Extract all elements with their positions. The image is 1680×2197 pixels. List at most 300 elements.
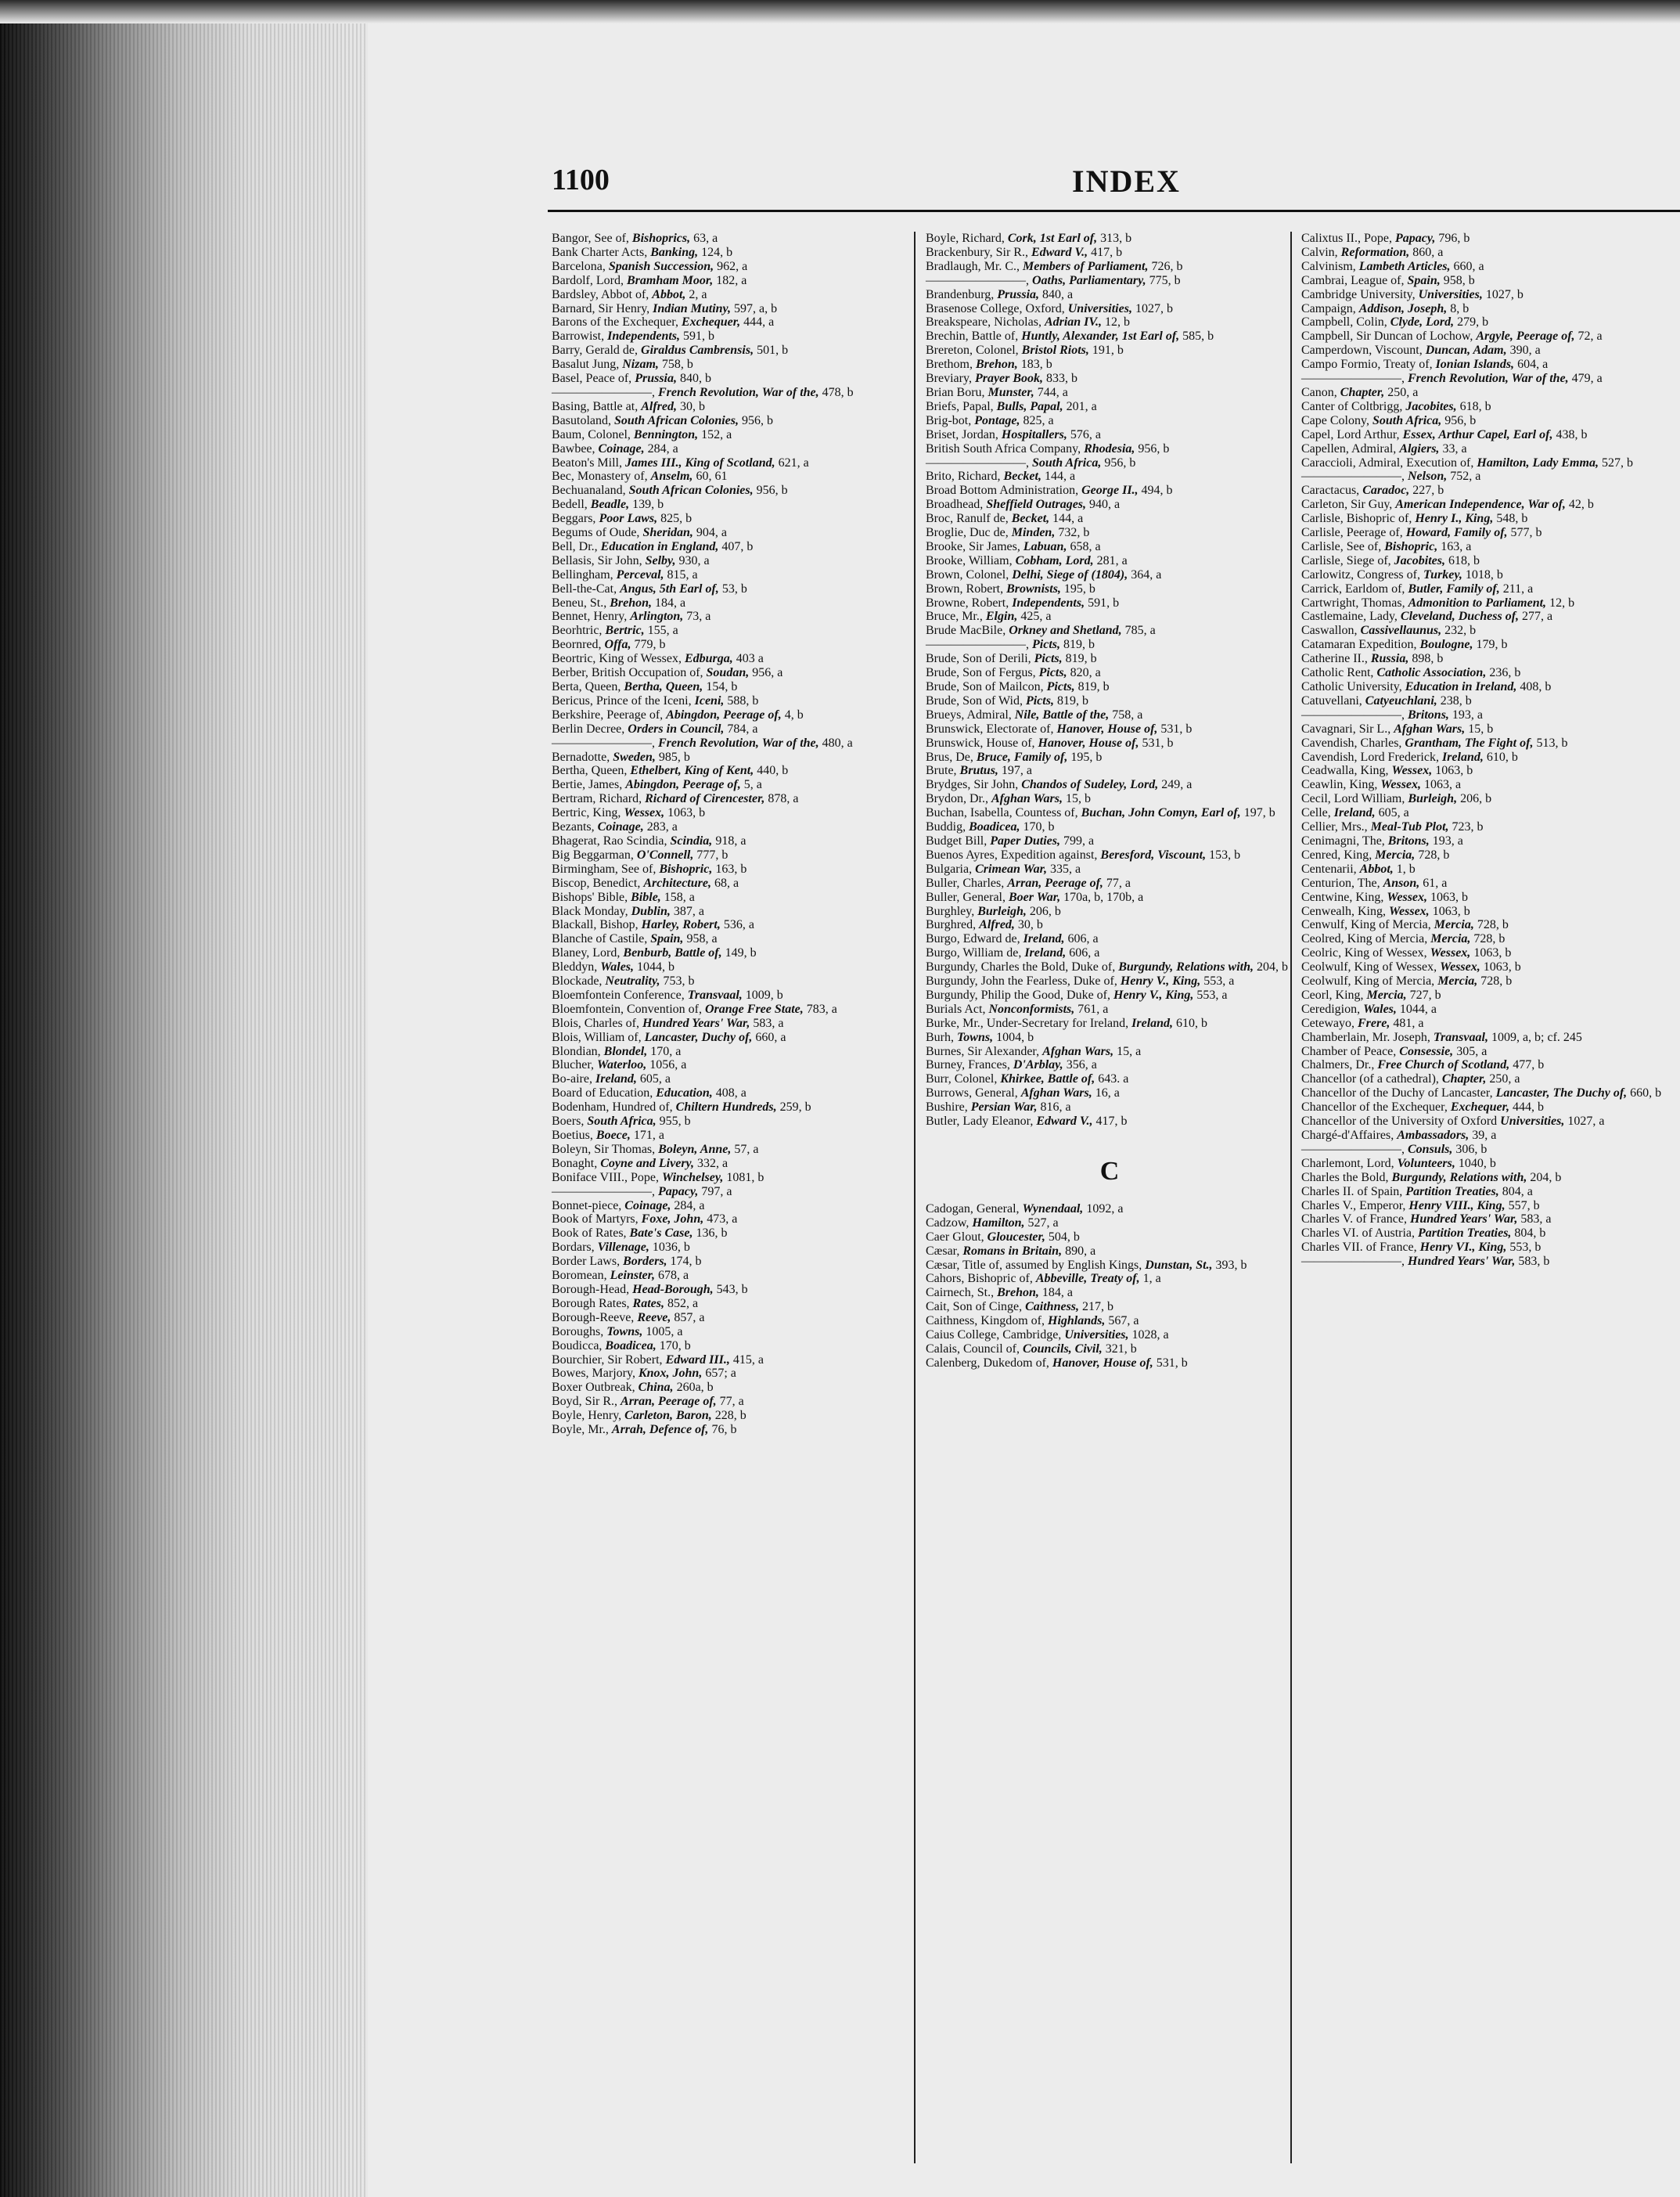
entry-page-ref: 804, a xyxy=(1502,1184,1533,1198)
entry-cross-reference: Ireland, xyxy=(1441,750,1487,764)
index-entry xyxy=(1301,1212,1677,1226)
entry-page-ref: 878, a xyxy=(768,792,799,806)
index-entry xyxy=(552,1157,919,1171)
entry-heading: Brunswick, House of, xyxy=(926,736,1038,750)
entry-page-ref: 777, b xyxy=(696,848,728,862)
entry-heading: Campbell, Colin, xyxy=(1301,315,1390,330)
index-entry xyxy=(926,1259,1293,1273)
index-entry xyxy=(926,1230,1293,1244)
entry-page-ref: 501, b xyxy=(757,344,789,358)
entry-page-ref: 136, b xyxy=(696,1226,728,1241)
entry-heading: ————————, xyxy=(1301,470,1408,484)
index-entry xyxy=(926,834,1293,848)
entry-page-ref: 553, a xyxy=(1203,974,1235,989)
entry-page-ref: 63, a xyxy=(693,232,718,245)
entry-heading: Boudicca, xyxy=(552,1338,606,1352)
entry-cross-reference: Arran, Peerage of, xyxy=(621,1395,720,1409)
entry-heading: Ceadwalla, King, xyxy=(1301,764,1392,778)
entry-cross-reference: Nile, Battle of the, xyxy=(1014,708,1113,722)
entry-cross-reference: Bishopric, xyxy=(659,862,716,876)
index-entry xyxy=(926,470,1293,484)
index-entry xyxy=(552,708,919,722)
entry-cross-reference: Afghan Wars, xyxy=(991,792,1066,806)
entry-cross-reference: Foxe, John, xyxy=(641,1212,707,1226)
entry-page-ref: 211, a xyxy=(1502,582,1534,596)
entry-heading: Boromean, xyxy=(552,1269,610,1283)
entry-page-ref: 1, b xyxy=(1396,862,1416,876)
entry-cross-reference: Gloucester, xyxy=(987,1230,1049,1244)
index-entry xyxy=(552,1031,919,1045)
index-entry xyxy=(1301,512,1677,526)
entry-cross-reference: Khirkee, Battle of, xyxy=(1000,1072,1099,1086)
entry-cross-reference: Partition Treaties, xyxy=(1405,1184,1502,1198)
index-entry xyxy=(1301,1072,1677,1086)
entry-heading: Barrowist, xyxy=(552,330,608,344)
entry-page-ref: 332, a xyxy=(697,1156,728,1170)
entry-heading: Ceolwulf, King of Wessex, xyxy=(1301,960,1441,974)
entry-cross-reference: Universities, xyxy=(1064,1328,1132,1342)
entry-heading: Cambrai, League of, xyxy=(1301,273,1408,287)
entry-page-ref: 163, a xyxy=(1441,539,1472,553)
entry-heading: Bradlaugh, Mr. C., xyxy=(926,259,1023,273)
entry-heading: Bec, Monastery of, xyxy=(552,470,651,484)
entry-cross-reference: South Africa, xyxy=(587,1115,660,1129)
entry-heading: Bedell, xyxy=(552,498,591,512)
entry-page-ref: 657; a xyxy=(705,1367,736,1381)
entry-page-ref: 158, a xyxy=(664,890,695,904)
entry-page-ref: 204, b xyxy=(1530,1170,1562,1184)
entry-cross-reference: Towns, xyxy=(606,1324,646,1338)
entry-cross-reference: Burgundy, Relations with, xyxy=(1118,960,1257,974)
entry-heading: Chamber of Peace, xyxy=(1301,1044,1400,1058)
column-divider xyxy=(914,232,916,2163)
index-entry xyxy=(926,1342,1293,1356)
entry-page-ref: 206, b xyxy=(1460,792,1492,806)
index-entry xyxy=(1301,414,1677,428)
index-entry xyxy=(552,905,919,919)
index-entry xyxy=(552,624,919,638)
entry-page-ref: 1063, b xyxy=(1430,890,1469,904)
entry-page-ref: 5, a xyxy=(743,778,762,792)
entry-heading: Carlowitz, Congress of, xyxy=(1301,567,1423,582)
entry-page-ref: 815, a xyxy=(667,567,698,582)
entry-heading: Bechuanaland, xyxy=(552,484,629,498)
entry-heading: Charles VII. of France, xyxy=(1301,1241,1420,1255)
entry-heading: Cadogan, General, xyxy=(926,1201,1023,1216)
entry-heading: Buddig, xyxy=(926,820,970,834)
entry-cross-reference: Selby, xyxy=(645,553,679,567)
entry-cross-reference: Edward V., xyxy=(1031,245,1092,259)
entry-heading: Centwine, King, xyxy=(1301,890,1387,904)
entry-page-ref: 250, a xyxy=(1489,1072,1520,1086)
entry-page-ref: 1, a xyxy=(1142,1272,1161,1286)
entry-heading: Carlisle, Bishopric of, xyxy=(1301,512,1416,526)
entry-heading: Ceolric, King of Wessex, xyxy=(1301,946,1430,960)
entry-cross-reference: Mercia, xyxy=(1437,974,1481,989)
entry-page-ref: 39, a xyxy=(1472,1129,1497,1142)
entry-heading: Borough-Head, xyxy=(552,1282,633,1296)
entry-page-ref: 249, a xyxy=(1161,778,1193,792)
entry-page-ref: 1056, a xyxy=(649,1058,687,1072)
entry-page-ref: 417, b xyxy=(1091,245,1123,259)
entry-page-ref: 390, a xyxy=(1509,344,1541,358)
index-entry xyxy=(926,274,1293,288)
entry-page-ref: 387, a xyxy=(673,904,704,918)
entry-heading: Caractacus, xyxy=(1301,484,1363,498)
index-entry xyxy=(926,1244,1293,1259)
entry-page-ref: 1040, b xyxy=(1458,1156,1496,1170)
index-entry xyxy=(552,274,919,288)
entry-page-ref: 606, a xyxy=(1069,946,1100,960)
entry-page-ref: 819, b xyxy=(1063,638,1095,652)
index-entry xyxy=(552,1297,919,1311)
entry-heading: Blaney, Lord, xyxy=(552,946,624,960)
entry-page-ref: 956, b xyxy=(742,413,774,427)
entry-page-ref: 174, b xyxy=(670,1255,702,1269)
entry-cross-reference: Prussia, xyxy=(635,372,680,386)
entry-heading: Bernadotte, xyxy=(552,750,613,764)
index-entry xyxy=(552,302,919,316)
entry-heading: Bertha, Queen, xyxy=(552,764,631,778)
entry-page-ref: 553, a xyxy=(1196,988,1228,1002)
entry-page-ref: 306, b xyxy=(1455,1142,1488,1156)
index-entry xyxy=(552,834,919,848)
entry-heading: Bertie, James, xyxy=(552,778,626,792)
entry-heading: Ceolred, King of Mercia, xyxy=(1301,932,1431,946)
entry-heading: Borough Rates, xyxy=(552,1296,633,1310)
index-entry xyxy=(1301,344,1677,358)
index-entry xyxy=(552,989,919,1003)
entry-heading: Burgo, Edward de, xyxy=(926,932,1023,946)
index-entry xyxy=(552,582,919,596)
entry-cross-reference: Nizam, xyxy=(622,358,662,372)
index-entry xyxy=(926,428,1293,442)
entry-cross-reference: Ireland, xyxy=(1131,1016,1177,1030)
entry-page-ref: 73, a xyxy=(686,610,711,624)
entry-page-ref: 1092, a xyxy=(1086,1201,1124,1216)
entry-heading: Cairnech, St., xyxy=(926,1286,998,1300)
entry-heading: Baum, Colonel, xyxy=(552,427,634,441)
entry-heading: Bellasis, Sir John, xyxy=(552,553,646,567)
entry-cross-reference: Persian War, xyxy=(970,1100,1041,1115)
entry-page-ref: 956, b xyxy=(1104,456,1136,470)
entry-heading: Beneu, St., xyxy=(552,596,610,610)
entry-cross-reference: Hundred Years' War, xyxy=(1408,1255,1519,1269)
index-entry xyxy=(1301,330,1677,344)
index-entry xyxy=(552,918,919,932)
entry-heading: Boyle, Richard, xyxy=(926,232,1008,245)
index-entry xyxy=(1301,737,1677,751)
entry-heading: Beornred, xyxy=(552,638,605,652)
entry-cross-reference: Angus, 5th Earl of, xyxy=(620,582,722,596)
entry-page-ref: 171, a xyxy=(633,1129,664,1142)
index-entry xyxy=(926,905,1293,919)
entry-page-ref: 726, b xyxy=(1151,259,1183,273)
entry-page-ref: 797, a xyxy=(701,1184,732,1198)
index-entry xyxy=(926,918,1293,932)
index-entry xyxy=(552,652,919,666)
index-entry xyxy=(552,1395,919,1409)
entry-page-ref: 197, a xyxy=(1001,764,1033,778)
entry-page-ref: 364, a xyxy=(1131,567,1162,582)
entry-page-ref: 956, a xyxy=(752,666,783,680)
entry-cross-reference: Picts, xyxy=(1046,680,1078,693)
entry-heading: Bardolf, Lord, xyxy=(552,273,627,287)
index-entry xyxy=(926,568,1293,582)
entry-cross-reference: Cleveland, Duchess of, xyxy=(1400,610,1523,624)
entry-cross-reference: Spanish Succession, xyxy=(608,259,718,273)
entry-page-ref: 227, b xyxy=(1412,484,1444,498)
entry-page-ref: 61, a xyxy=(1423,876,1448,890)
entry-page-ref: 1063, b xyxy=(1473,946,1512,960)
entry-page-ref: 415, a xyxy=(732,1352,764,1367)
entry-page-ref: 356, a xyxy=(1066,1058,1097,1072)
index-entry xyxy=(1301,1143,1677,1157)
entry-page-ref: 8, b xyxy=(1450,301,1470,315)
entry-page-ref: 217, b xyxy=(1082,1300,1114,1314)
entry-heading: Cellier, Mrs., xyxy=(1301,820,1371,834)
entry-heading: ————————, xyxy=(552,1184,658,1198)
entry-cross-reference: Boleyn, Anne, xyxy=(658,1142,735,1156)
index-entry xyxy=(552,1269,919,1283)
entry-cross-reference: Prayer Book, xyxy=(974,372,1047,386)
entry-cross-reference: Ireland, xyxy=(1333,806,1379,820)
entry-page-ref: 479, a xyxy=(1571,372,1603,386)
entry-cross-reference: Education in England, xyxy=(600,539,722,553)
index-entry xyxy=(552,932,919,946)
entry-heading: Chancellor of the University of Oxford xyxy=(1301,1115,1501,1129)
entry-page-ref: 15, b xyxy=(1468,722,1494,736)
index-entry xyxy=(1301,428,1677,442)
index-entry xyxy=(552,554,919,568)
entry-page-ref: 440, b xyxy=(757,764,789,778)
index-entry xyxy=(926,1286,1293,1300)
entry-page-ref: 930, a xyxy=(678,553,710,567)
entry-cross-reference: Afghan Wars, xyxy=(1042,1044,1117,1058)
entry-cross-reference: Nonconformists, xyxy=(988,1002,1078,1016)
entry-cross-reference: Lancaster, The Duchy of, xyxy=(1495,1086,1631,1100)
entry-cross-reference: Free Church of Scotland, xyxy=(1377,1058,1513,1072)
entry-cross-reference: Exchequer, xyxy=(681,315,744,330)
entry-cross-reference: Bruce, Family of, xyxy=(976,750,1071,764)
entry-cross-reference: Chandos of Sudeley, Lord, xyxy=(1021,778,1162,792)
entry-heading: Cenwulf, King of Mercia, xyxy=(1301,918,1434,932)
entry-heading: Caius College, Cambridge, xyxy=(926,1328,1065,1342)
index-entry xyxy=(926,330,1293,344)
entry-cross-reference: Winchelsey, xyxy=(662,1170,727,1184)
entry-cross-reference: Transvaal, xyxy=(1433,1030,1491,1044)
index-entry xyxy=(926,400,1293,414)
entry-heading: Bellingham, xyxy=(552,567,617,582)
index-entry xyxy=(1301,315,1677,330)
entry-page-ref: 1028, a xyxy=(1131,1328,1169,1342)
index-entry xyxy=(552,1241,919,1255)
entry-page-ref: 1081, b xyxy=(726,1170,764,1184)
entry-page-ref: 799, a xyxy=(1063,834,1095,848)
index-entry xyxy=(926,792,1293,806)
entry-cross-reference: Universities, xyxy=(1500,1115,1568,1129)
index-entry xyxy=(552,456,919,470)
entry-cross-reference: Lambeth Articles, xyxy=(1358,259,1454,273)
entry-cross-reference: Education in Ireland, xyxy=(1405,680,1520,693)
index-entry xyxy=(1301,1199,1677,1213)
entry-heading: Carlisle, Siege of, xyxy=(1301,553,1394,567)
index-entry xyxy=(926,512,1293,526)
entry-page-ref: 72, a xyxy=(1577,330,1603,344)
index-entry xyxy=(1301,624,1677,638)
entry-heading: Boxer Outbreak, xyxy=(552,1381,639,1395)
entry-page-ref: 42, b xyxy=(1568,498,1594,512)
entry-heading: Broad Bottom Administration, xyxy=(926,484,1082,498)
index-entry xyxy=(552,1423,919,1437)
entry-heading: Chancellor of the Duchy of Lancaster, xyxy=(1301,1086,1496,1100)
index-entry xyxy=(1301,442,1677,456)
index-entry xyxy=(552,1367,919,1381)
index-entry xyxy=(1301,989,1677,1003)
entry-cross-reference: Britons, xyxy=(1387,834,1433,848)
index-entry xyxy=(926,386,1293,400)
index-entry xyxy=(926,1328,1293,1342)
entry-cross-reference: Becket, xyxy=(1011,512,1053,526)
index-entry xyxy=(1301,680,1677,694)
index-entry xyxy=(926,1058,1293,1072)
entry-page-ref: 238, b xyxy=(1440,693,1472,708)
index-entry xyxy=(552,737,919,751)
index-entry xyxy=(926,498,1293,512)
index-entry xyxy=(552,1045,919,1059)
entry-page-ref: 163, b xyxy=(715,862,747,876)
entry-page-ref: 1005, a xyxy=(646,1324,683,1338)
entry-heading: ————————, xyxy=(1301,708,1408,722)
entry-heading: Centenarii, xyxy=(1301,862,1360,876)
entry-cross-reference: Richard of Cirencester, xyxy=(645,792,768,806)
entry-heading: Brown, Robert, xyxy=(926,582,1007,596)
entry-cross-reference: Burleigh, xyxy=(1408,792,1461,806)
entry-heading: Bishops' Bible, xyxy=(552,890,631,904)
entry-cross-reference: Delhi, Siege of (1804), xyxy=(1012,567,1131,582)
entry-page-ref: 753, b xyxy=(663,974,695,989)
entry-page-ref: 955, b xyxy=(659,1115,691,1129)
entry-heading: Cæsar, xyxy=(926,1244,963,1258)
entry-page-ref: 206, b xyxy=(1029,904,1061,918)
entry-cross-reference: Orders in Council, xyxy=(628,722,728,736)
entry-heading: Barnard, Sir Henry, xyxy=(552,301,653,315)
entry-heading: Broglie, Duc de, xyxy=(926,526,1012,540)
entry-page-ref: 170a, b, 170b, a xyxy=(1063,890,1144,904)
entry-page-ref: 1009, a, b; cf. 245 xyxy=(1491,1030,1582,1044)
entry-page-ref: 531, b xyxy=(1160,722,1193,736)
entry-cross-reference: Hamilton, Lady Emma, xyxy=(1477,456,1602,470)
entry-page-ref: 819, b xyxy=(1065,652,1097,666)
entry-cross-reference: Orange Free State, xyxy=(704,1002,807,1016)
index-entry xyxy=(1301,820,1677,834)
entry-cross-reference: Orkney and Shetland, xyxy=(1009,624,1125,638)
entry-cross-reference: Boulogne, xyxy=(1419,638,1477,652)
entry-cross-reference: D'Arblay, xyxy=(1013,1058,1067,1072)
entry-cross-reference: Henry I., King, xyxy=(1415,512,1497,526)
entry-page-ref: 956, b xyxy=(1444,413,1477,427)
entry-cross-reference: Picts, xyxy=(1032,638,1063,652)
entry-heading: Blanche of Castile, xyxy=(552,932,651,946)
index-entry xyxy=(926,456,1293,470)
entry-cross-reference: Turkey, xyxy=(1423,567,1466,582)
entry-heading: Budget Bill, xyxy=(926,834,991,848)
entry-cross-reference: Burgundy, Relations with, xyxy=(1391,1170,1531,1184)
entry-page-ref: 473, a xyxy=(707,1212,738,1226)
index-entry xyxy=(552,722,919,737)
entry-page-ref: 1063, a xyxy=(1424,778,1462,792)
entry-cross-reference: Ethelbert, King of Kent, xyxy=(630,764,757,778)
entry-cross-reference: Bulls, Papal, xyxy=(996,399,1067,413)
entry-heading: Bell-the-Cat, xyxy=(552,582,621,596)
index-entry xyxy=(1301,610,1677,624)
entry-cross-reference: Perceval, xyxy=(616,567,667,582)
index-entry xyxy=(1301,246,1677,260)
entry-page-ref: 444, a xyxy=(743,315,775,330)
index-entry xyxy=(552,877,919,891)
entry-heading: Boetius, xyxy=(552,1129,596,1142)
entry-cross-reference: Elgin, xyxy=(985,610,1021,624)
index-entry xyxy=(926,358,1293,372)
index-entry xyxy=(1301,456,1677,470)
entry-page-ref: 605, a xyxy=(1378,806,1409,820)
index-entry xyxy=(926,232,1293,246)
index-entry xyxy=(552,946,919,960)
entry-heading: Caer Glout, xyxy=(926,1230,987,1244)
entry-page-ref: 985, b xyxy=(658,750,690,764)
entry-cross-reference: Boer War, xyxy=(1008,890,1064,904)
entry-heading: Cenimagni, The, xyxy=(1301,834,1388,848)
entry-heading: Calvinism, xyxy=(1301,259,1359,273)
entry-cross-reference: Bristol Riots, xyxy=(1021,344,1092,358)
entry-heading: Bourchier, Sir Robert, xyxy=(552,1352,666,1367)
entry-heading: ————————, xyxy=(1301,1142,1408,1156)
index-entry xyxy=(1301,1031,1677,1045)
entry-heading: Castlemaine, Lady, xyxy=(1301,610,1401,624)
page-title: INDEX xyxy=(1072,164,1181,199)
entry-heading: Brasenose College, Oxford, xyxy=(926,301,1068,315)
entry-cross-reference: Abingdon, Peerage of, xyxy=(666,708,785,722)
entry-heading: Burrows, General, xyxy=(926,1086,1021,1100)
entry-cross-reference: Admonition to Parliament, xyxy=(1408,596,1550,610)
entry-page-ref: 752, a xyxy=(1450,470,1481,484)
entry-heading: Board of Education, xyxy=(552,1086,657,1100)
index-column-2 xyxy=(926,232,1293,1370)
entry-heading: Boyle, Mr., xyxy=(552,1423,612,1437)
entry-cross-reference: George II., xyxy=(1081,484,1142,498)
index-entry xyxy=(926,344,1293,358)
entry-heading: Begums of Oude, xyxy=(552,526,643,540)
entry-page-ref: 259, b xyxy=(779,1100,811,1115)
index-entry xyxy=(926,554,1293,568)
entry-cross-reference: Argyle, Peerage of, xyxy=(1476,330,1578,344)
entry-heading: Cenred, King, xyxy=(1301,848,1376,862)
entry-page-ref: 1063, b xyxy=(1435,764,1473,778)
entry-page-ref: 606, a xyxy=(1067,932,1099,946)
entry-heading: Charles the Bold, xyxy=(1301,1170,1392,1184)
entry-page-ref: 1063, b xyxy=(1432,904,1470,918)
index-entry xyxy=(926,1272,1293,1286)
entry-cross-reference: Rhodesia, xyxy=(1084,441,1139,456)
entry-heading: Carlisle, Peerage of, xyxy=(1301,526,1406,540)
index-entry xyxy=(926,877,1293,891)
entry-page-ref: 744, a xyxy=(1037,385,1068,399)
entry-page-ref: 260a, b xyxy=(676,1381,714,1395)
entry-page-ref: 30, b xyxy=(1017,918,1043,932)
index-entry xyxy=(1301,806,1677,820)
entry-page-ref: 833, b xyxy=(1046,372,1078,386)
entry-page-ref: 543, b xyxy=(716,1282,748,1296)
